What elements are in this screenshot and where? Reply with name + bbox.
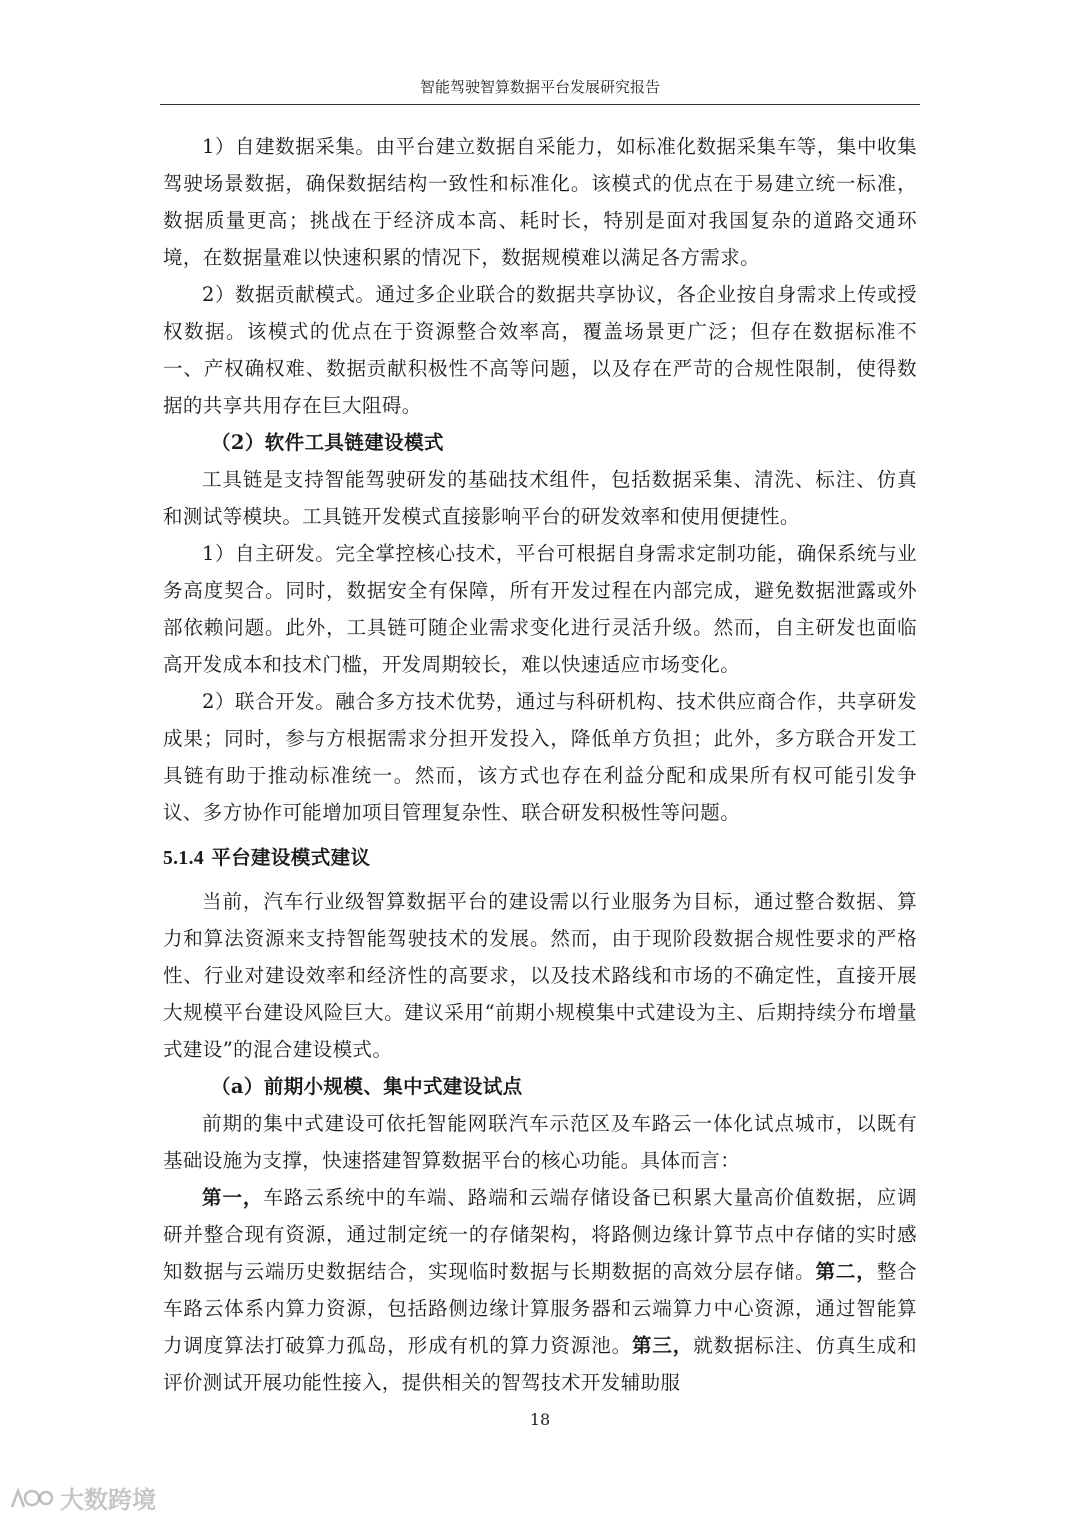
- paragraph-self-built-data: 1）自建数据采集。由平台建立数据自采能力，如标准化数据采集车等，集中收集驾驶场景数据，确保数据结构一致性和标准化。该模式的优点在于易建立统一标准，数据质量更高；挑战在于经济成本高、耗时长，特别是面对我国复杂的道路交通环境，在数据量难以快速积累的情况下，数据规模难以满足各方需求。: [163, 135, 917, 269]
- step-third-label: 第三，: [632, 1334, 694, 1357]
- header-divider: [160, 104, 920, 105]
- section-title: 平台建设模式建议: [211, 846, 371, 869]
- step-third-text: 就数据标注、仿真生成和评价测试开展功能性接入，提供相关的智驾技术开发辅助服: [163, 1334, 918, 1394]
- paragraph-toolchain-intro: 工具链是支持智能驾驶研发的基础技术组件，包括数据采集、清洗、标注、仿真和测试等模块。工具链开发模式直接影响平台的研发效率和使用便捷性。: [163, 468, 917, 528]
- paragraph-recommendation: 当前，汽车行业级智算数据平台的建设需以行业服务为目标，通过整合数据、算力和算法资源来支持智能驾驶技术的发展。然而，由于现阶段数据合规性要求的严格性、行业对建设效率和经济性的高要求，以及技术路线和市场的不确定性，直接开展大规模平台建设风险巨大。建议采用“前期小规模集中式建设为主、后期持续分布增量式建设”的混合建设模式。: [163, 890, 917, 1061]
- watermark-logo-icon: [8, 1483, 54, 1513]
- watermark-text: 大数跨境: [60, 1486, 156, 1514]
- page-number: 18: [529, 1410, 551, 1429]
- running-header: 智能驾驶智算数据平台发展研究报告: [419, 78, 660, 96]
- paragraph-self-developed: 1）自主研发。完全掌控核心技术，平台可根据自身需求定制功能，确保系统与业务高度契合。同时，数据安全有保障，所有开发过程在内部完成，避免数据泄露或外部依赖问题。此外，工具链可随企业需求变化进行灵活升级。然而，自主研发也面临高开发成本和技术门槛，开发周期较长，难以快速适应市场变化。: [163, 542, 917, 676]
- paragraph-steps: [163, 1179, 917, 1401]
- step-first-label: 第一，: [202, 1186, 264, 1209]
- paragraph-centralized-build: 前期的集中式建设可依托智能网联汽车示范区及车路云一体化试点城市，以既有基础设施为支撑，快速搭建智算数据平台的核心功能。具体而言：: [163, 1112, 917, 1172]
- section-heading-5-1-4: [163, 839, 917, 877]
- step-first-text: 车路云系统中的车端、路端和云端存储设备已积累大量高价值数据，应调研并整合现有资源，通过制定统一的存储架构，将路侧边缘计算节点中存储的实时感知数据与云端历史数据结合，实现临时数据与长期数据的高效分层存储。: [163, 1186, 917, 1283]
- section-number: 5.1.4: [163, 848, 204, 869]
- page-body: [163, 128, 917, 1401]
- paragraph-joint-development: 2）联合开发。融合多方技术优势，通过与科研机构、技术供应商合作，共享研发成果；同时，参与方根据需求分担开发投入，降低单方负担；此外，多方联合开发工具链有助于推动标准统一。然而，该方式也存在利益分配和成果所有权可能引发争议、多方协作可能增加项目管理复杂性、联合研发积极性等问题。: [163, 690, 917, 824]
- paragraph-data-contribution: 2）数据贡献模式。通过多企业联合的数据共享协议，各企业按自身需求上传或授权数据。该模式的优点在于资源整合效率高，覆盖场景更广泛；但存在数据标准不一、产权确权难、数据贡献积极性不高等问题，以及存在严苛的合规性限制，使得数据的共享共用存在巨大阻碍。: [163, 283, 917, 417]
- step-second-text: 整合车路云体系内算力资源，包括路侧边缘计算服务器和云端算力中心资源，通过智能算力调度算法打破算力孤岛，形成有机的算力资源池。: [163, 1260, 917, 1357]
- subheading-early-pilot: （a）前期小规模、集中式建设试点: [211, 1075, 523, 1098]
- step-second-label: 第二，: [815, 1260, 877, 1283]
- watermark: [8, 1480, 156, 1515]
- subheading-toolchain: （2）软件工具链建设模式: [211, 431, 444, 454]
